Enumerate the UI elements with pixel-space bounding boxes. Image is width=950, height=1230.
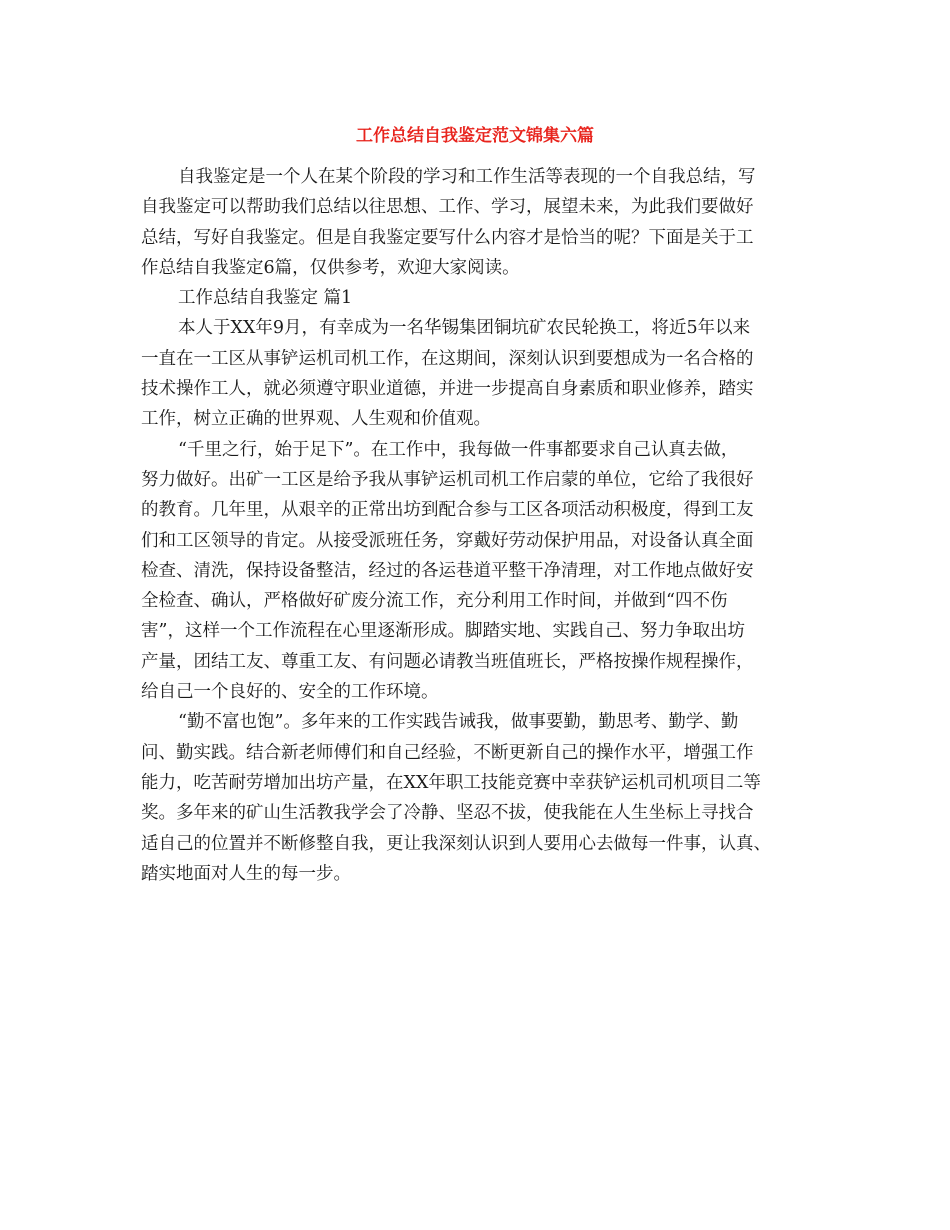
- document-body: [141, 162, 809, 889]
- paragraph-line: 努力做好。出矿一工区是给予我从事铲运机司机工作启蒙的单位，它给了我很好: [141, 469, 754, 490]
- paragraph-line: “勤不富也饱”。多年来的工作实践告诫我，做事要勤，勤思考、勤学、勤: [178, 712, 739, 733]
- document-title: 工作总结自我鉴定范文锦集六篇: [356, 126, 594, 146]
- paragraph-line: 给自己一个良好的、安全的工作环境。: [141, 682, 439, 703]
- paragraph-line: 检查、清洗，保持设备整洁，经过的各运巷道平整干净清理，对工作地点做好安: [141, 560, 754, 581]
- paragraph-line: 作总结自我鉴定6篇，仅供参考，欢迎大家阅读。: [141, 257, 520, 278]
- body-paragraph: [141, 435, 809, 708]
- paragraph-line: 能力，吃苦耐劳增加出坊产量，在XX年职工技能竞赛中幸获铲运机司机项目二等: [141, 772, 761, 793]
- paragraph-line: 一直在一工区从事铲运机司机工作，在这期间，深刻认识到要想成为一名合格的: [141, 348, 754, 369]
- body-paragraph: [141, 313, 809, 434]
- section-heading: [141, 283, 809, 313]
- paragraph-line: 适自己的位置并不断修整自我，更让我深刻认识到人要用心去做每一件事，认真、: [141, 833, 771, 854]
- paragraph-line: 总结，写好自我鉴定。但是自我鉴定要写什么内容才是恰当的呢？下面是关于工: [141, 227, 754, 248]
- paragraph-line: 自我鉴定是一个人在某个阶段的学习和工作生活等表现的一个自我总结，写: [178, 167, 756, 187]
- section-heading-text: 工作总结自我鉴定 篇1: [178, 288, 353, 309]
- body-paragraph: [141, 707, 809, 889]
- paragraph-line: 问、勤实践。结合新老师傅们和自己经验，不断更新自己的操作水平，增强工作: [141, 742, 754, 763]
- paragraph-line: 害”，这样一个工作流程在心里逐渐形成。脚踏实地、实践自己、努力争取出坊: [141, 621, 745, 642]
- paragraph-line: 产量，团结工友、尊重工友、有问题必请教当班值班长，严格按操作规程操作，: [141, 651, 754, 672]
- paragraph-line: 奖。多年来的矿山生活教我学会了冷静、坚忍不拔，使我能在人生坐标上寻找合: [141, 803, 754, 824]
- paragraph-line: 全检查、确认，严格做好矿废分流工作，充分利用工作时间，并做到“四不伤: [141, 591, 728, 612]
- paragraph-line: 的教育。几年里，从艰辛的正常出坊到配合参与工区各项活动积极度，得到工友: [141, 500, 754, 521]
- paragraph-line: 本人于XX年9月，有幸成为一名华锡集团铜坑矿农民轮换工，将近5年以来: [178, 318, 751, 339]
- paragraph-line: 自我鉴定可以帮助我们总结以往思想、工作、学习，展望未来，为此我们要做好: [141, 197, 754, 218]
- paragraph-line: “千里之行，始于足下”。在工作中，我每做一件事都要求自己认真去做，: [178, 439, 739, 460]
- paragraph-line: 工作，树立正确的世界观、人生观和价值观。: [141, 409, 491, 430]
- paragraph-line: 们和工区领导的肯定。从接受派班任务，穿戴好劳动保护用品，对设备认真全面: [141, 530, 754, 551]
- paragraph-line: 技术操作工人，就必须遵守职业道德，并进一步提高自身素质和职业修养，踏实: [141, 379, 754, 400]
- paragraph-line: 踏实地面对人生的每一步。: [141, 863, 351, 884]
- intro-paragraph: [141, 162, 809, 283]
